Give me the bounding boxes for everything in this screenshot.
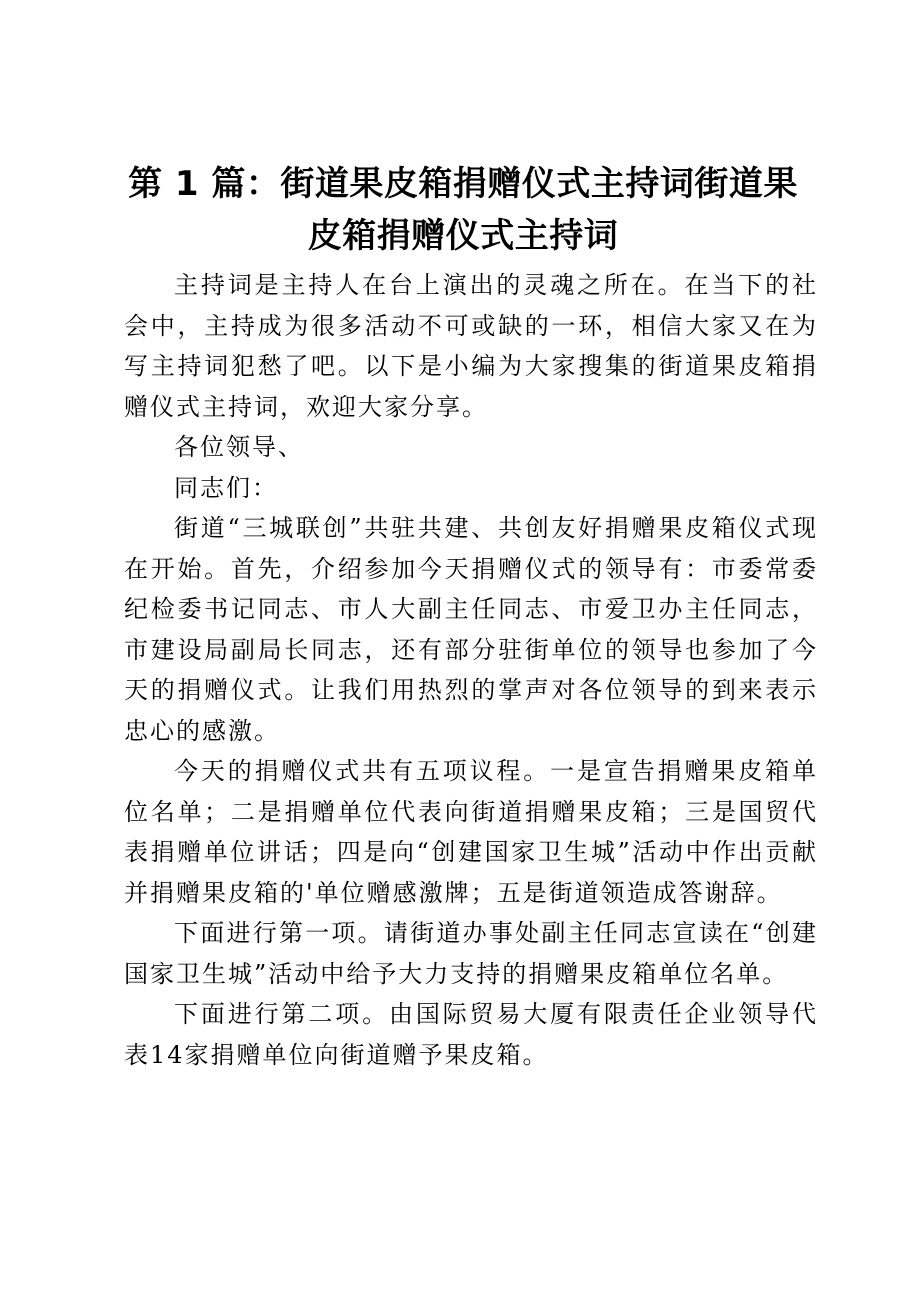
paragraph-agenda: 今天的捐赠仪式共有五项议程。一是宣告捐赠果皮箱单位名单；二是捐赠单位代表向街道捐赠果皮箱；三是国贸代表捐赠单位讲话；四是向“创建国家卫生城”活动中作出贡献并捐赠果皮箱的'单位赠感激牌；五是街道领造成答谢辞。 [124,757,818,907]
document-body [124,265,818,1075]
paragraph-item-two: 下面进行第二项。由国际贸易大厦有限责任企业领导代表14家捐赠单位向街道赠予果皮箱。 [124,1000,818,1069]
paragraph-intro: 主持词是主持人在台上演出的灵魂之所在。在当下的社会中，主持成为很多活动不可或缺的一环，相信大家又在为写主持词犯愁了吧。以下是小编为大家搜集的街道果皮箱捐赠仪式主持词，欢迎大家分享。 [124,271,818,421]
paragraph-opening: 街道“三城联创”共驻共建、共创友好捐赠果皮箱仪式现在开始。首先，介绍参加今天捐赠仪式的领导有：市委常委纪检委书记同志、市人大副主任同志、市爱卫办主任同志，市建设局副局长同志，还有部分驻街单位的领导也参加了今天的捐赠仪式。让我们用热烈的掌声对各位领导的到来表示忠心的感激。 [124,514,818,745]
document-title: 第 1 篇：街道果皮箱捐赠仪式主持词街道果皮箱捐赠仪式主持词 [128,164,798,256]
paragraph-greeting-comrades: 同志们： [174,473,278,502]
paragraph-greeting-leaders: 各位领导、 [174,433,304,461]
paragraph-item-one: 下面进行第一项。请街道办事处副主任同志宣读在“创建国家卫生城”活动中给予大力支持的捐赠果皮箱单位名单。 [124,919,818,988]
